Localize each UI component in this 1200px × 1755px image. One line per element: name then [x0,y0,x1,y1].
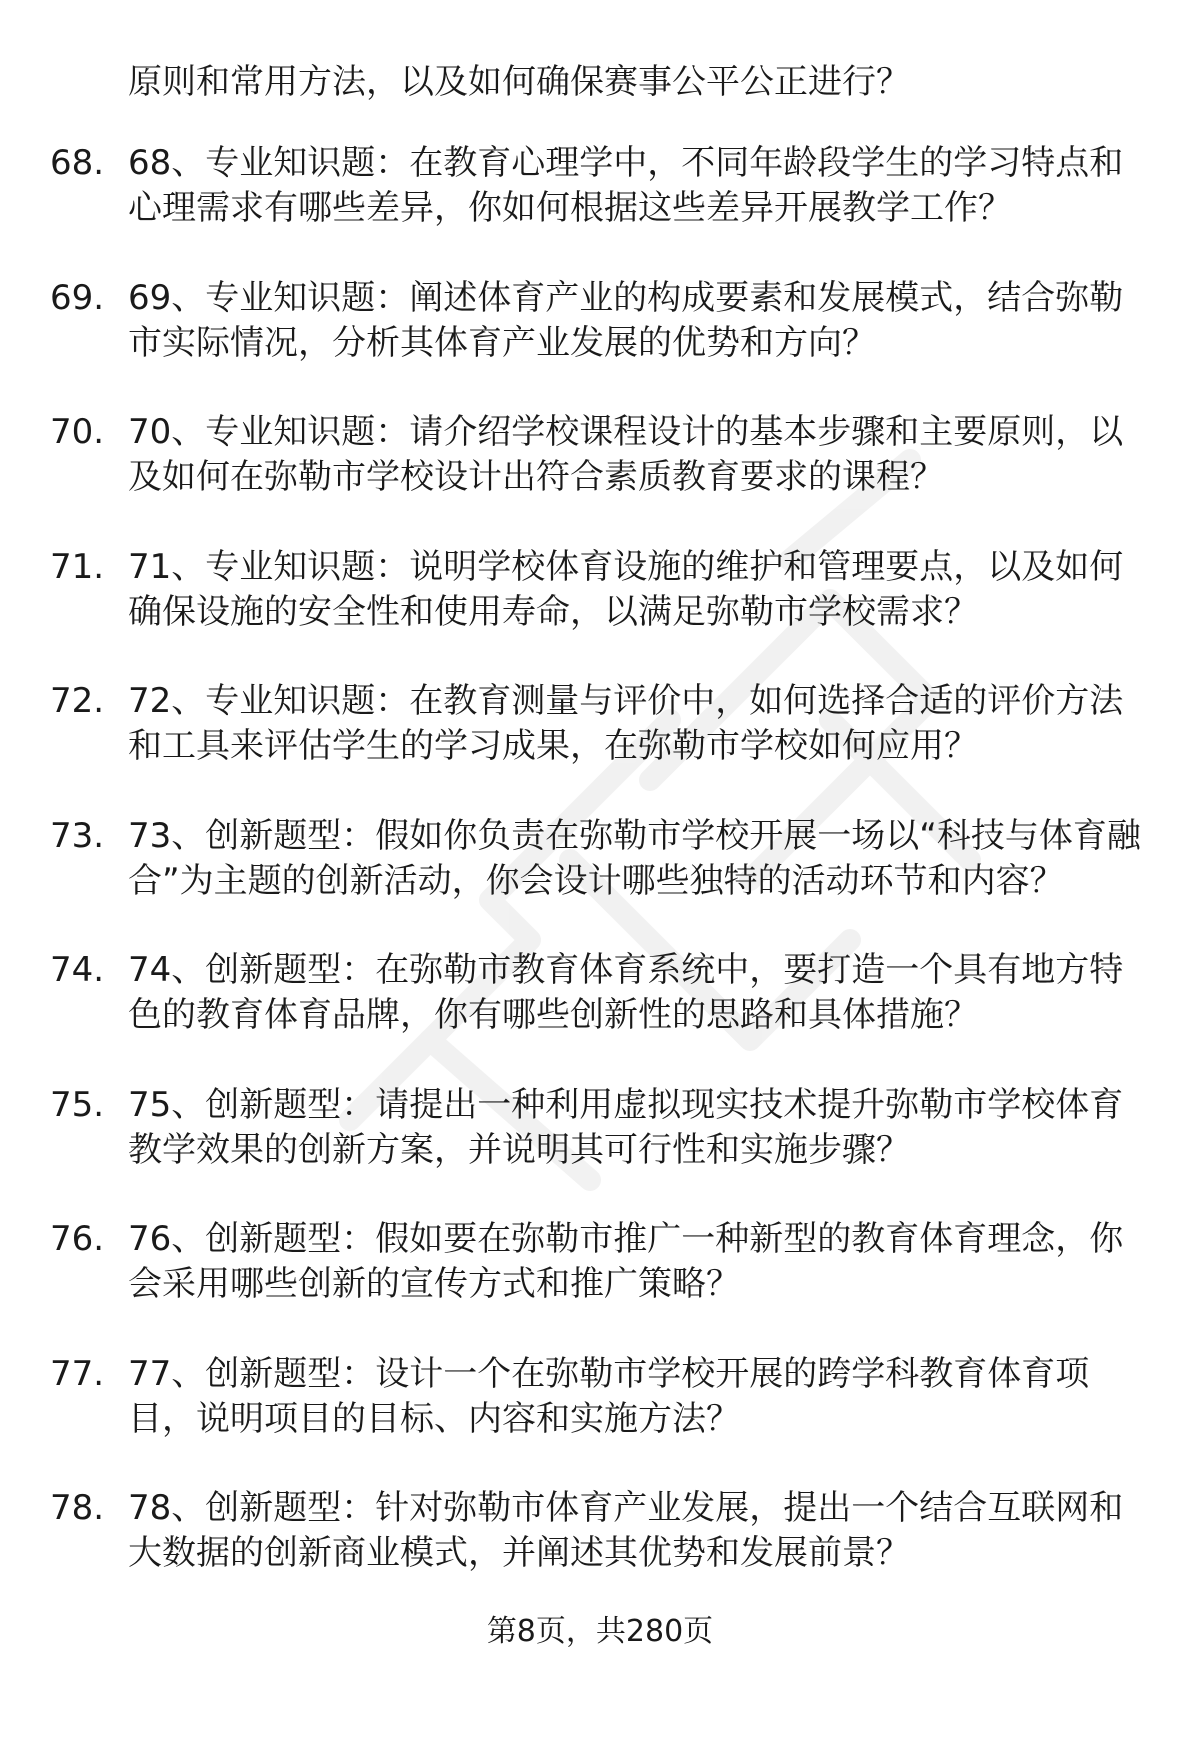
list-item [0,276,1200,366]
list-item-number: 72. [50,681,105,721]
list-item-number: 78. [50,1488,105,1528]
list-item [0,1217,1200,1307]
list-item-text: 68、专业知识题：在教育心理学中，不同年龄段学生的学习特点和心理需求有哪些差异，你如何根据这些差异开展教学工作？ [128,143,1124,228]
list-item-number: 69. [50,277,105,318]
list-item [0,1083,1200,1173]
list-item-number: 70. [50,412,105,452]
list-item-text: 73、创新题型：假如你负责在弥勒市学校开展一场以“科技与体育融合”为主题的创新活动，你会设计哪些独特的活动环节和内容？ [128,815,1141,901]
list-item-number: 73. [50,815,105,856]
list-item-number: 77. [50,1353,105,1394]
list-item-text: 74、创新题型：在弥勒市教育体育系统中，要打造一个具有地方特色的教育体育品牌，你有哪些创新性的思路和具体措施？ [128,950,1124,1035]
list-item-number: 74. [50,950,105,990]
list-item-number: 75. [50,1084,105,1125]
list-item-text: 71、专业知识题：说明学校体育设施的维护和管理要点，以及如何确保设施的安全性和使用寿命，以满足弥勒市学校需求？ [128,546,1124,632]
list-item-text: 72、专业知识题：在教育测量与评价中，如何选择合适的评价方法和工具来评估学生的学习成果，在弥勒市学校如何应用？ [128,681,1124,766]
continuation-text: 原则和常用方法，以及如何确保赛事公平公正进行？ [128,62,910,102]
list-item-text: 77、创新题型：设计一个在弥勒市学校开展的跨学科教育体育项目，说明项目的目标、内容和实施方法？ [128,1353,1090,1439]
list-item [0,948,1200,1038]
list-item [0,1352,1200,1442]
list-item [0,679,1200,769]
question-list [0,141,1200,1621]
list-item-text: 75、创新题型：请提出一种利用虚拟现实技术提升弥勒市学校体育教学效果的创新方案，并说明其可行性和实施步骤？ [128,1084,1124,1170]
list-item-number: 71. [50,546,105,587]
page-footer: 第8页，共280页 [486,1614,714,1649]
list-item-text: 69、专业知识题：阐述体育产业的构成要素和发展模式，结合弥勒市实际情况，分析其体育产业发展的优势和方向？ [128,277,1124,363]
list-item [0,141,1200,231]
list-item-text: 78、创新题型：针对弥勒市体育产业发展，提出一个结合互联网和大数据的创新商业模式，并阐述其优势和发展前景？ [128,1488,1124,1573]
list-item [0,814,1200,904]
list-item-text: 70、专业知识题：请介绍学校课程设计的基本步骤和主要原则，以及如何在弥勒市学校设计出符合素质教育要求的课程？ [128,412,1124,497]
list-item [0,1486,1200,1576]
list-item [0,410,1200,500]
list-item [0,545,1200,635]
list-item-number: 76. [50,1219,105,1259]
list-item-number: 68. [50,143,105,183]
list-item-text: 76、创新题型：假如要在弥勒市推广一种新型的教育体育理念，你会采用哪些创新的宣传方式和推广策略？ [128,1219,1124,1304]
